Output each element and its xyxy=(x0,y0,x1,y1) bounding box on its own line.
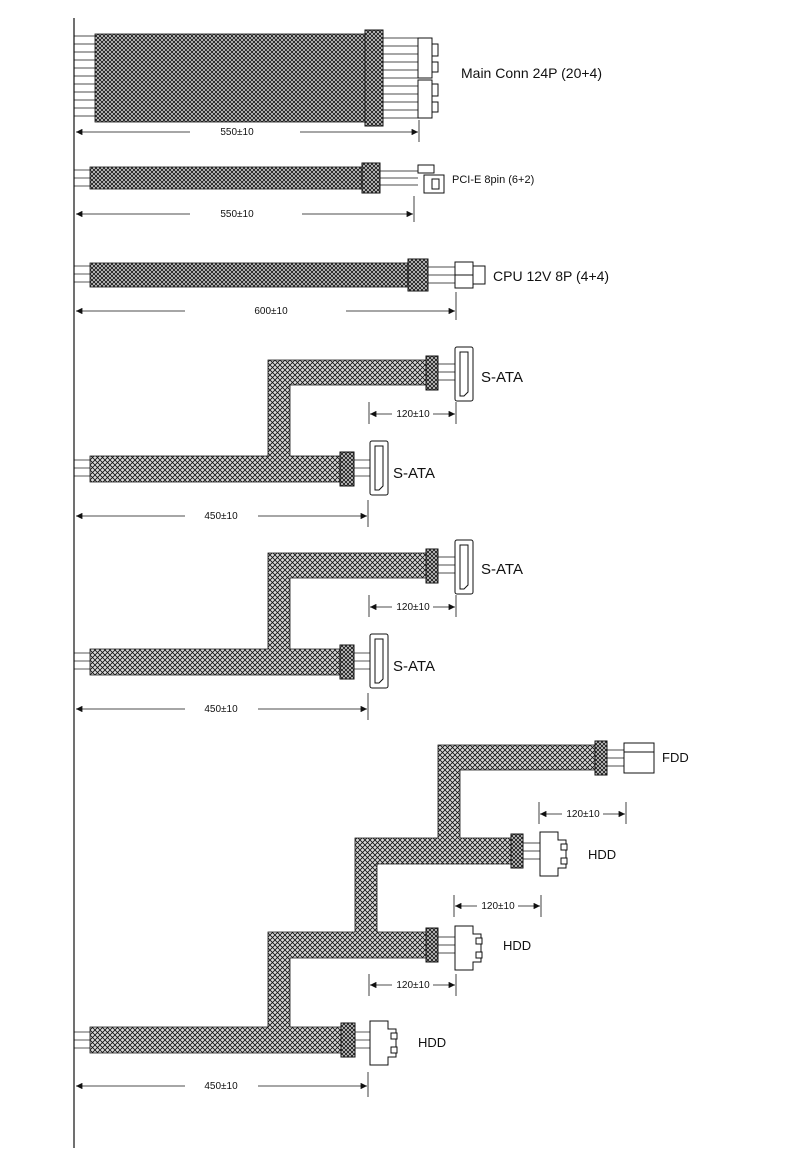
cpu-8p-cable xyxy=(74,259,609,320)
hdd-label: HDD xyxy=(503,938,532,953)
atx-24p-connector xyxy=(418,38,438,118)
hdd-spacing: 120±10 xyxy=(566,809,600,820)
sata-connector xyxy=(455,347,473,401)
main-24p-label: Main Conn 24P (20+4) xyxy=(461,65,602,81)
sleeve xyxy=(95,34,365,122)
sata-connector xyxy=(455,540,473,594)
cpu-8p-length: 600±10 xyxy=(254,306,288,317)
sata-connector xyxy=(370,441,388,495)
hdd-length: 450±10 xyxy=(204,1081,238,1092)
sata-label: S-ATA xyxy=(393,465,435,482)
cpu-8p-dimension xyxy=(76,292,456,320)
molex-connector xyxy=(540,832,567,876)
fdd-connector xyxy=(624,743,654,773)
pcie-8pin-cable xyxy=(74,163,534,222)
sata-length-dimension xyxy=(76,500,368,527)
sata-label: S-ATA xyxy=(481,369,523,386)
hdd-label: HDD xyxy=(418,1035,447,1050)
sata-label: S-ATA xyxy=(481,561,523,578)
sata-spacing: 120±10 xyxy=(396,409,430,420)
sata-cable-2 xyxy=(74,540,523,720)
main-24p-length: 550±10 xyxy=(220,127,254,138)
sata-spacing-dimension xyxy=(369,595,456,617)
pcie-8pin-length: 550±10 xyxy=(220,209,254,220)
cpu-8p-connector xyxy=(455,262,485,288)
hdd-spacing-dimension xyxy=(454,895,541,917)
molex-fdd-cable xyxy=(74,741,689,1097)
fdd-spacing-dimension xyxy=(539,802,626,824)
sleeve xyxy=(90,745,597,1053)
main-24p-cable xyxy=(74,30,602,142)
sata-connector xyxy=(370,634,388,688)
pcie-8pin-label: PCI-E 8pin (6+2) xyxy=(452,174,535,186)
pcie-8pin-dimension xyxy=(76,196,414,222)
cpu-8p-label: CPU 12V 8P (4+4) xyxy=(493,268,610,284)
hdd-spacing: 120±10 xyxy=(481,901,515,912)
sata-spacing: 120±10 xyxy=(396,602,430,613)
sata-length: 450±10 xyxy=(204,704,238,715)
sata-cable-1 xyxy=(74,347,523,527)
fdd-label: FDD xyxy=(662,750,689,765)
hdd-label: HDD xyxy=(588,847,617,862)
hdd-spacing-dimension xyxy=(369,974,456,996)
hdd-length-dimension xyxy=(76,1072,368,1097)
sata-length-dimension xyxy=(76,693,368,720)
sata-length: 450±10 xyxy=(204,511,238,522)
molex-connector xyxy=(370,1021,397,1065)
shrink-wrap xyxy=(365,30,383,126)
hdd-spacing: 120±10 xyxy=(396,980,430,991)
pcie-8pin-connector xyxy=(418,165,444,193)
molex-connector xyxy=(455,926,482,970)
sata-label: S-ATA xyxy=(393,658,435,675)
sata-spacing-dimension xyxy=(369,402,456,424)
